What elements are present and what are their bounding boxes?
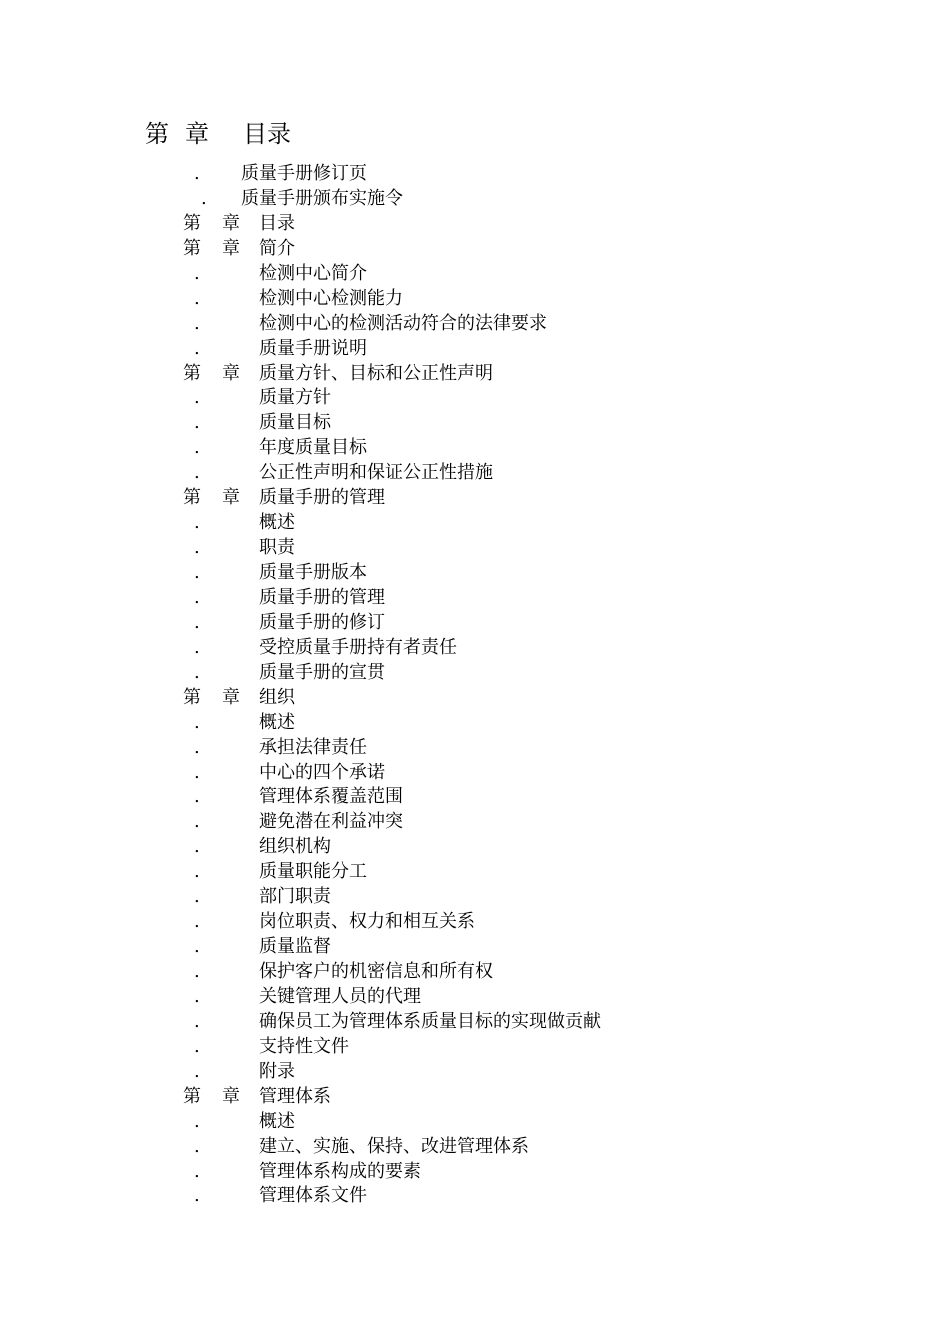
toc-section-row [0, 262, 950, 287]
section-title: 质量手册的修订 [259, 611, 385, 633]
section-title: 概述 [259, 1110, 295, 1132]
section-title: 岗位职责、权力和相互关系 [259, 911, 475, 933]
table-of-contents [0, 162, 950, 1209]
section-title: 质量手册的宣贯 [259, 661, 385, 683]
section-number: . [194, 861, 200, 883]
chapter-label-zhang: 章 [222, 362, 240, 384]
section-number: . [194, 711, 200, 733]
toc-section-row [0, 736, 950, 761]
section-title: 建立、实施、保持、改进管理体系 [259, 1135, 529, 1157]
section-number: . [194, 312, 200, 334]
section-number: . [194, 337, 200, 359]
section-number: . [194, 761, 200, 783]
section-number: . [194, 786, 200, 808]
section-title: 公正性声明和保证公正性措施 [259, 462, 493, 484]
chapter-title: 质量方针、目标和公正性声明 [259, 362, 493, 384]
section-number: . [194, 387, 200, 409]
toc-section-row [0, 436, 950, 461]
section-title: 年度质量目标 [259, 437, 367, 459]
toc-section-row [0, 761, 950, 786]
toc-section-row [0, 1184, 950, 1209]
toc-section-row [0, 611, 950, 636]
section-number: . [194, 462, 200, 484]
section-title: 管理体系文件 [259, 1185, 367, 1207]
section-title: 确保员工为管理体系质量目标的实现做贡献 [259, 1010, 601, 1032]
section-title: 概述 [259, 711, 295, 733]
section-number: . [194, 911, 200, 933]
page-title-di: 第 [145, 120, 169, 148]
section-number: . [194, 562, 200, 583]
toc-section-row [0, 935, 950, 960]
section-number: . [194, 1160, 200, 1182]
toc-chapter-row [0, 212, 950, 237]
section-number: . [194, 1135, 200, 1157]
toc-section-row [0, 1035, 950, 1060]
chapter-label-di: 第 [183, 237, 201, 259]
toc-chapter-row [0, 362, 950, 387]
toc-chapter-row [0, 486, 950, 511]
chapter-title: 目录 [259, 212, 295, 234]
section-title: 概述 [259, 512, 295, 534]
chapter-label-zhang: 章 [222, 1085, 240, 1107]
section-title: 质量职能分工 [259, 861, 367, 883]
toc-section-row [0, 661, 950, 686]
chapter-title: 组织 [259, 686, 295, 708]
section-title: 管理体系覆盖范围 [259, 786, 403, 808]
section-title: 检测中心的检测活动符合的法律要求 [259, 312, 547, 334]
toc-section-row [0, 586, 950, 611]
toc-section-row [0, 711, 950, 736]
section-title: 支持性文件 [259, 1035, 349, 1057]
section-title: 质量目标 [259, 412, 331, 434]
section-title: 质量手册版本 [259, 562, 367, 583]
section-number: . [194, 1060, 200, 1082]
page-title-text: 目录 [243, 120, 291, 148]
toc-section-row [0, 162, 950, 187]
section-number: . [201, 187, 207, 209]
toc-chapter-row [0, 686, 950, 711]
toc-section-row [0, 885, 950, 910]
section-title: 质量手册修订页 [241, 163, 367, 184]
toc-section-row [0, 1110, 950, 1135]
section-number: . [194, 512, 200, 534]
chapter-label-zhang: 章 [222, 237, 240, 259]
section-number: . [194, 163, 200, 184]
section-number: . [194, 412, 200, 434]
section-number: . [194, 836, 200, 858]
chapter-label-zhang: 章 [222, 487, 240, 509]
section-title: 职责 [259, 537, 295, 559]
toc-section-row [0, 386, 950, 411]
toc-section-row [0, 511, 950, 536]
section-number: . [194, 736, 200, 758]
toc-section-row [0, 835, 950, 860]
chapter-label-di: 第 [183, 686, 201, 708]
section-number: . [194, 1185, 200, 1207]
chapter-label-zhang: 章 [222, 212, 240, 234]
chapter-label-di: 第 [183, 487, 201, 509]
toc-section-row [0, 1060, 950, 1085]
toc-chapter-row [0, 237, 950, 262]
section-number: . [194, 961, 200, 982]
section-title: 受控质量手册持有者责任 [259, 636, 457, 658]
section-number: . [194, 262, 200, 284]
chapter-label-di: 第 [183, 212, 201, 234]
section-title: 避免潜在利益冲突 [259, 811, 403, 833]
toc-section-row [0, 287, 950, 312]
toc-section-row [0, 860, 950, 885]
chapter-label-di: 第 [183, 362, 201, 384]
toc-section-row [0, 910, 950, 935]
toc-section-row [0, 985, 950, 1010]
section-title: 组织机构 [259, 836, 331, 858]
section-number: . [194, 437, 200, 459]
section-title: 质量手册说明 [259, 337, 367, 359]
toc-section-row [0, 636, 950, 661]
chapter-label-di: 第 [183, 1085, 201, 1107]
chapter-title: 质量手册的管理 [259, 487, 385, 509]
page-title-zhang: 章 [185, 120, 209, 148]
toc-section-row [0, 536, 950, 561]
toc-section-row [0, 561, 950, 586]
page-title [145, 116, 291, 152]
section-number: . [194, 886, 200, 908]
section-title: 部门职责 [259, 886, 331, 908]
section-title: 承担法律责任 [259, 736, 367, 758]
section-title: 中心的四个承诺 [259, 761, 385, 783]
toc-section-row [0, 337, 950, 362]
section-title: 检测中心简介 [259, 262, 367, 284]
toc-section-row [0, 1135, 950, 1160]
section-title: 质量监督 [259, 936, 331, 958]
section-title: 检测中心检测能力 [259, 287, 403, 309]
chapter-title: 简介 [259, 237, 295, 259]
section-number: . [194, 811, 200, 833]
toc-section-row [0, 960, 950, 985]
toc-chapter-row [0, 1085, 950, 1110]
section-number: . [194, 1035, 200, 1057]
toc-section-row [0, 187, 950, 212]
section-number: . [194, 287, 200, 309]
toc-section-row [0, 1160, 950, 1185]
section-title: 保护客户的机密信息和所有权 [259, 961, 493, 982]
section-title: 质量手册的管理 [259, 586, 385, 608]
chapter-label-zhang: 章 [222, 686, 240, 708]
section-number: . [194, 1010, 200, 1032]
toc-section-row [0, 785, 950, 810]
section-title: 关键管理人员的代理 [259, 985, 421, 1007]
section-number: . [194, 537, 200, 559]
section-number: . [194, 985, 200, 1007]
section-number: . [194, 586, 200, 608]
toc-section-row [0, 312, 950, 337]
section-title: 质量手册颁布实施令 [241, 187, 403, 209]
section-title: 管理体系构成的要素 [259, 1160, 421, 1182]
section-title: 质量方针 [259, 387, 331, 409]
section-number: . [194, 611, 200, 633]
section-number: . [194, 1110, 200, 1132]
section-number: . [194, 936, 200, 958]
chapter-title: 管理体系 [259, 1085, 331, 1107]
section-title: 附录 [259, 1060, 295, 1082]
toc-section-row [0, 461, 950, 486]
section-number: . [194, 636, 200, 658]
section-number: . [194, 661, 200, 683]
toc-section-row [0, 1010, 950, 1035]
toc-section-row [0, 810, 950, 835]
toc-section-row [0, 411, 950, 436]
